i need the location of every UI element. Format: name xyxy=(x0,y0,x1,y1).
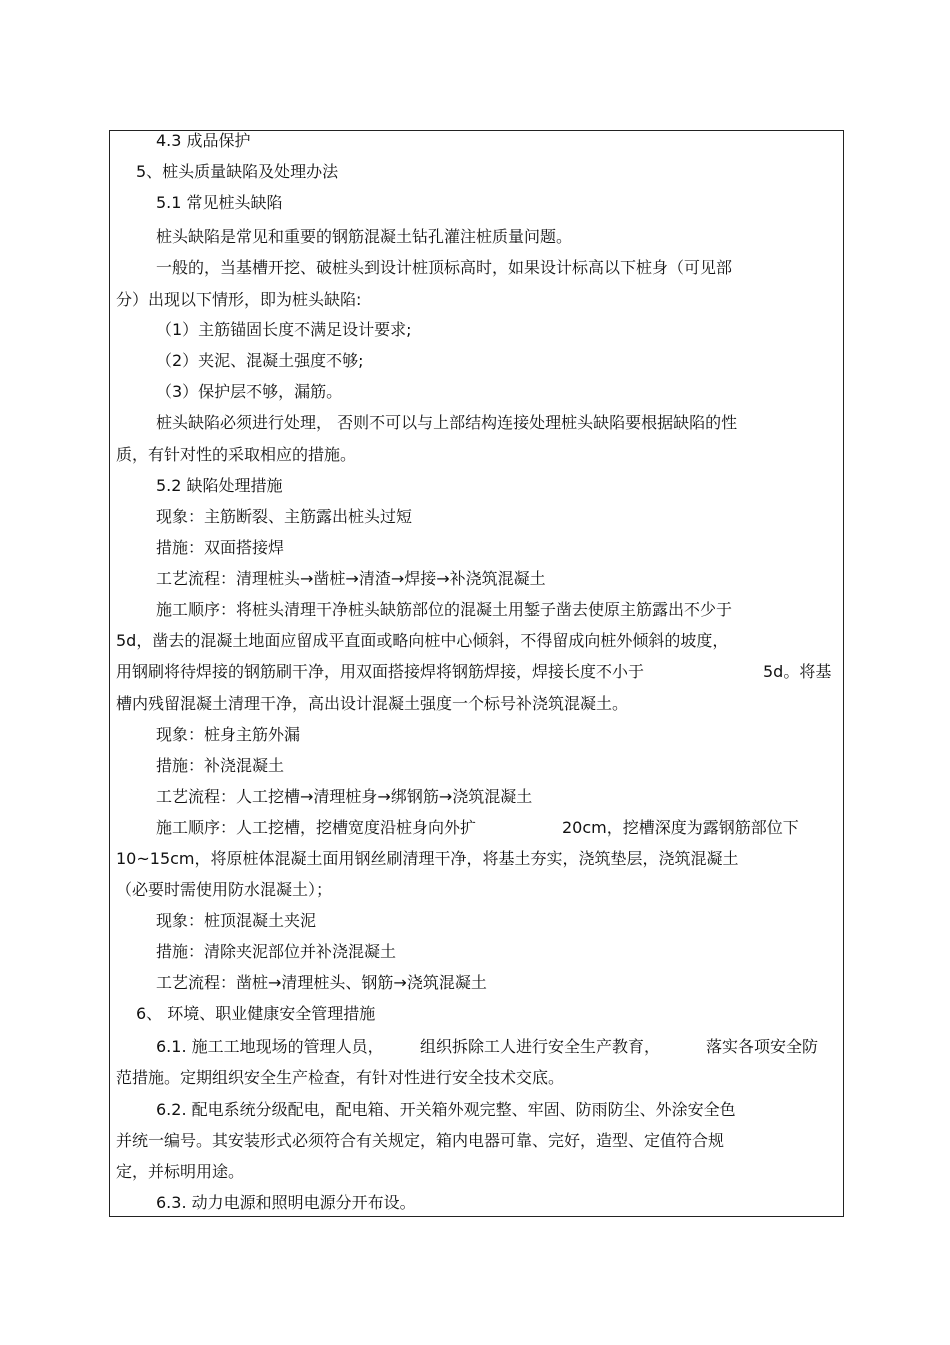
paragraph-line: 6.2. 配电系统分级配电，配电箱、开关箱外观完整、牢固、防雨防尘、外涂安全色 xyxy=(156,1100,736,1119)
paragraph-line-mid: 组织拆除工人进行安全生产教育， xyxy=(420,1037,661,1056)
paragraph-line-tail: 20cm，挖槽深度为露钢筋部位下 xyxy=(562,818,799,837)
section-5-heading: 5、桩头质量缺陷及处理办法 xyxy=(136,162,339,181)
paragraph-line: 范措施。定期组织安全生产检查，有针对性进行安全技术交底。 xyxy=(116,1068,565,1087)
paragraph-line-tail: 5d。将基 xyxy=(763,662,832,681)
paragraph-line: 桩头缺陷是常见和重要的钢筋混凝土钻孔灌注桩质量问题。 xyxy=(156,227,573,246)
paragraph-line: 工艺流程：人工挖槽→清理桩身→绑钢筋→浇筑混凝土 xyxy=(156,787,533,806)
paragraph-line: 施工顺序：人工挖槽，挖槽宽度沿桩身向外扩 xyxy=(156,818,477,837)
paragraph-line: 工艺流程：凿桩→清理桩头、钢筋→浇筑混凝土 xyxy=(156,973,487,992)
paragraph-line: 现象：桩身主筋外漏 xyxy=(156,725,301,744)
paragraph-line: 6.1. 施工工地现场的管理人员， xyxy=(156,1037,384,1056)
paragraph-line: 措施：补浇混凝土 xyxy=(156,756,285,775)
paragraph-line: 用钢刷将待焊接的钢筋刷干净，用双面搭接焊将钢筋焊接，焊接长度不小于 xyxy=(116,662,645,681)
paragraph-line: 措施：双面搭接焊 xyxy=(156,538,285,557)
paragraph-line: （必要时需使用防水混凝土）； xyxy=(116,880,333,899)
paragraph-line: 5d，凿去的混凝土地面应留成平直面或略向桩中心倾斜，不得留成向桩外倾斜的坡度， xyxy=(116,631,729,650)
paragraph-line: 质，有针对性的采取相应的措施。 xyxy=(116,445,357,464)
paragraph-line: 一般的，当基槽开挖、破桩头到设计桩顶标高时，如果设计标高以下桩身（可见部 xyxy=(156,258,733,277)
list-item: （3）保护层不够，漏筋。 xyxy=(156,382,343,401)
paragraph-line: 定，并标明用途。 xyxy=(116,1162,245,1181)
paragraph-line: 措施：清除夹泥部位并补浇混凝土 xyxy=(156,942,397,961)
section-6-heading: 6、 环境、职业健康安全管理措施 xyxy=(136,1004,376,1023)
paragraph-line: 槽内残留混凝土清理干净，高出设计混凝土强度一个标号补浇筑混凝土。 xyxy=(116,694,629,713)
paragraph-line: 6.3. 动力电源和照明电源分开布设。 xyxy=(156,1193,416,1212)
list-item: （2）夹泥、混凝土强度不够; xyxy=(156,351,364,370)
paragraph-line: 工艺流程：清理桩头→凿桩→清渣→焊接→补浇筑混凝土 xyxy=(156,569,546,588)
paragraph-line: 现象：桩顶混凝土夹泥 xyxy=(156,911,317,930)
paragraph-line: 分）出现以下情形，即为桩头缺陷: xyxy=(116,290,362,309)
paragraph-line: 桩头缺陷必须进行处理， 否则不可以与上部结构连接处理桩头缺陷要根据缺陷的性 xyxy=(156,413,738,432)
paragraph-line: 并统一编号。其安装形式必须符合有关规定，箱内电器可靠、完好，造型、定值符合规 xyxy=(116,1131,725,1150)
section-5-2-heading: 5.2 缺陷处理措施 xyxy=(156,476,283,495)
paragraph-line: 施工顺序：将桩头清理干净桩头缺筋部位的混凝土用錾子凿去使原主筋露出不少于 xyxy=(156,600,733,619)
paragraph-line: 10~15cm，将原桩体混凝土面用钢丝刷清理干净，将基土夯实，浇筑垫层，浇筑混凝土 xyxy=(116,849,739,868)
paragraph-line-tail: 落实各项安全防 xyxy=(706,1037,819,1056)
section-4-3-heading: 4.3 成品保护 xyxy=(156,131,251,150)
section-5-1-heading: 5.1 常见桩头缺陷 xyxy=(156,193,283,212)
paragraph-line: 现象：主筋断裂、主筋露出桩头过短 xyxy=(156,507,413,526)
list-item: （1）主筋锚固长度不满足设计要求; xyxy=(156,320,412,339)
